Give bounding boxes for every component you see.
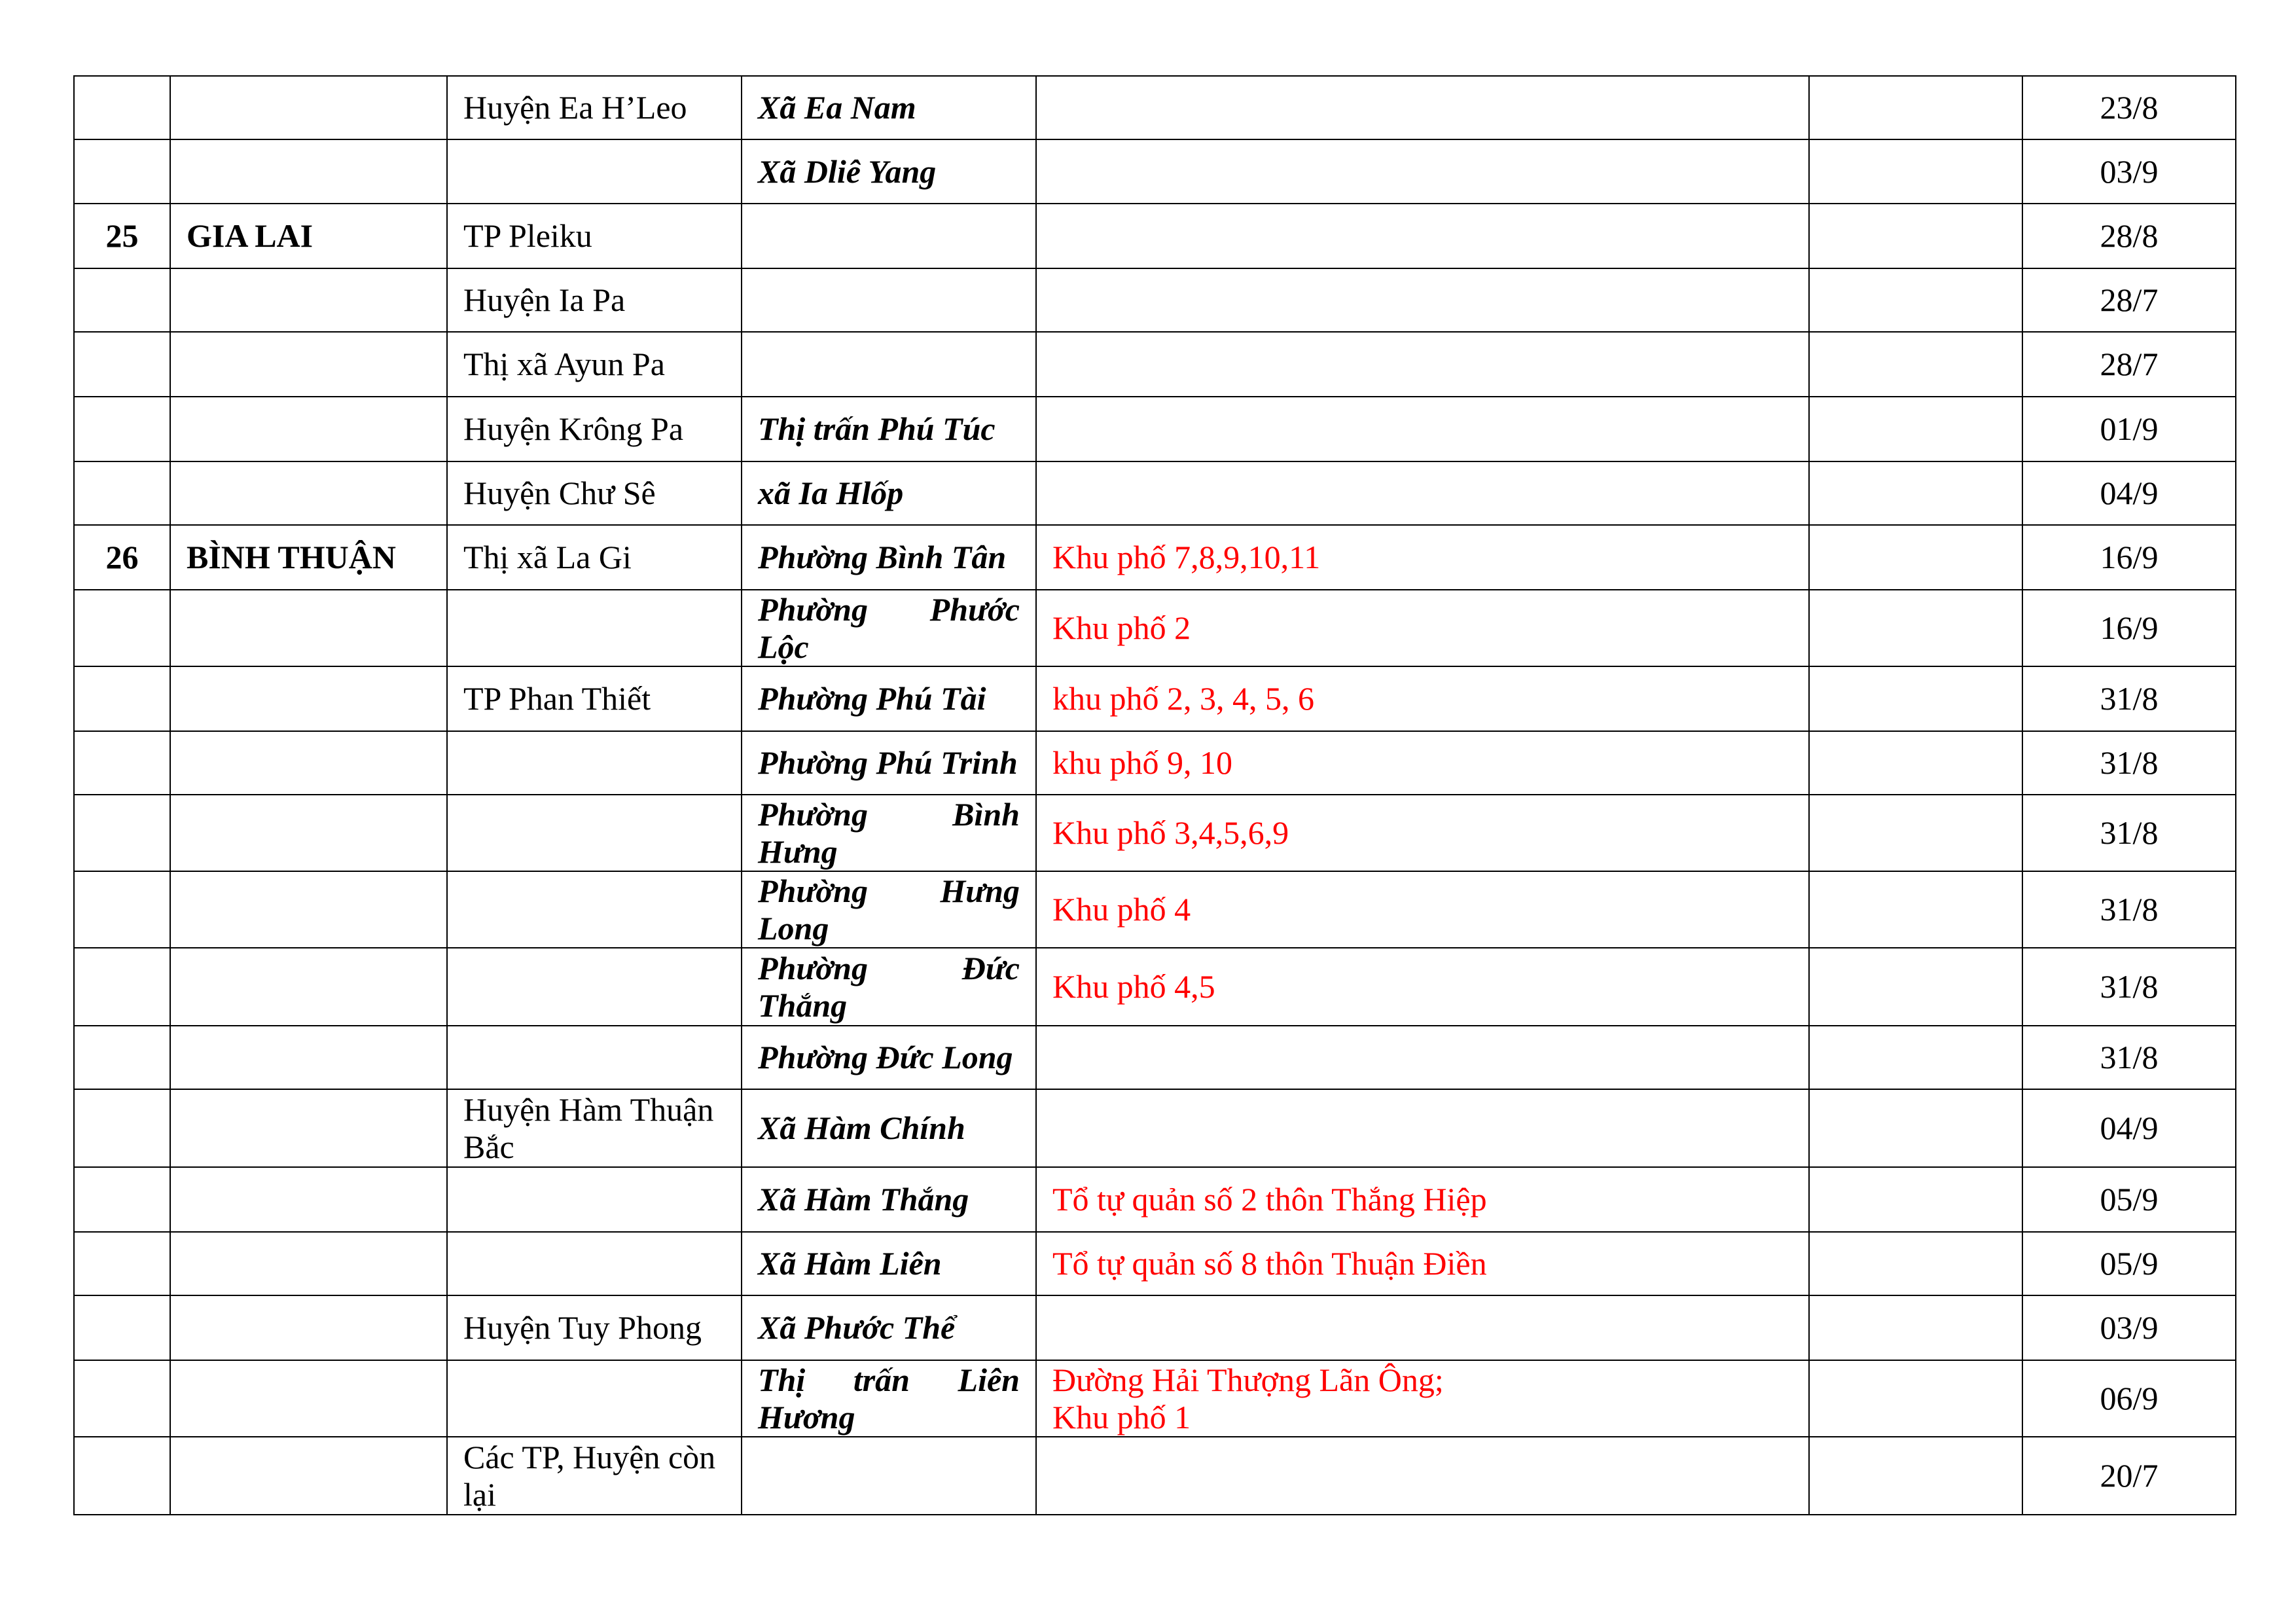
table-row bbox=[74, 1026, 2236, 1089]
table-row bbox=[74, 1437, 2236, 1515]
date-cell: 31/8 bbox=[2022, 871, 2236, 948]
area-cell bbox=[1036, 1295, 1809, 1360]
district-cell: Huyện Ea H’Leo bbox=[447, 76, 742, 139]
table-row bbox=[74, 461, 2236, 525]
row-number-cell bbox=[74, 1437, 170, 1515]
note-cell bbox=[1809, 1089, 2022, 1167]
area-cell: Khu phố 4,5 bbox=[1036, 948, 1809, 1026]
schedule-table bbox=[73, 75, 2236, 1515]
commune-cell: xã Ia Hlốp bbox=[742, 461, 1036, 525]
row-number-cell bbox=[74, 139, 170, 204]
table-row bbox=[74, 525, 2236, 590]
district-cell: Huyện Hàm Thuận Bắc bbox=[447, 1089, 742, 1167]
province-cell bbox=[170, 1295, 447, 1360]
district-cell bbox=[447, 948, 742, 1026]
table-row bbox=[74, 1360, 2236, 1437]
province-cell bbox=[170, 1167, 447, 1232]
province-cell bbox=[170, 139, 447, 204]
province-cell: GIA LAI bbox=[170, 204, 447, 268]
table-row bbox=[74, 871, 2236, 948]
row-number-cell bbox=[74, 590, 170, 666]
note-cell bbox=[1809, 525, 2022, 590]
note-cell bbox=[1809, 397, 2022, 461]
date-cell: 31/8 bbox=[2022, 731, 2236, 795]
province-cell bbox=[170, 268, 447, 332]
note-cell bbox=[1809, 1360, 2022, 1437]
commune-cell: Xã Phước Thể bbox=[742, 1295, 1036, 1360]
district-cell: Huyện Tuy Phong bbox=[447, 1295, 742, 1360]
province-cell bbox=[170, 461, 447, 525]
province-cell bbox=[170, 795, 447, 871]
row-number-cell bbox=[74, 731, 170, 795]
area-line: Khu phố 1 bbox=[1052, 1398, 1191, 1435]
date-cell: 28/7 bbox=[2022, 332, 2236, 397]
district-cell: Huyện Chư Sê bbox=[447, 461, 742, 525]
note-cell bbox=[1809, 1437, 2022, 1515]
row-number-cell bbox=[74, 397, 170, 461]
province-cell bbox=[170, 731, 447, 795]
commune-cell bbox=[742, 332, 1036, 397]
note-cell bbox=[1809, 204, 2022, 268]
note-cell bbox=[1809, 461, 2022, 525]
area-cell bbox=[1036, 1437, 1809, 1515]
date-cell: 20/7 bbox=[2022, 1437, 2236, 1515]
table-row bbox=[74, 948, 2236, 1026]
row-number-cell bbox=[74, 871, 170, 948]
province-cell bbox=[170, 332, 447, 397]
commune-cell: Thị trấn Liên Hương bbox=[742, 1360, 1036, 1437]
commune-cell: Xã Ea Nam bbox=[742, 76, 1036, 139]
commune-cell: Phường Bình Hưng bbox=[742, 795, 1036, 871]
area-line: Đường Hải Thượng Lãn Ông; bbox=[1052, 1361, 1444, 1398]
district-cell: Các TP, Huyện còn lại bbox=[447, 1437, 742, 1515]
table-row bbox=[74, 795, 2236, 871]
note-cell bbox=[1809, 76, 2022, 139]
table-row bbox=[74, 397, 2236, 461]
row-number-cell bbox=[74, 1167, 170, 1232]
note-cell bbox=[1809, 1295, 2022, 1360]
province-cell bbox=[170, 666, 447, 731]
date-cell: 31/8 bbox=[2022, 1026, 2236, 1089]
row-number-cell bbox=[74, 1232, 170, 1295]
table-row bbox=[74, 1089, 2236, 1167]
commune-cell: Xã Hàm Chính bbox=[742, 1089, 1036, 1167]
note-cell bbox=[1809, 1167, 2022, 1232]
commune-cell bbox=[742, 1437, 1036, 1515]
district-cell bbox=[447, 871, 742, 948]
area-cell bbox=[1036, 1026, 1809, 1089]
area-cell: khu phố 9, 10 bbox=[1036, 731, 1809, 795]
note-cell bbox=[1809, 1232, 2022, 1295]
row-number-cell bbox=[74, 795, 170, 871]
commune-cell bbox=[742, 204, 1036, 268]
note-cell bbox=[1809, 1026, 2022, 1089]
note-cell bbox=[1809, 795, 2022, 871]
table-row bbox=[74, 139, 2236, 204]
date-cell: 31/8 bbox=[2022, 666, 2236, 731]
area-cell bbox=[1036, 1089, 1809, 1167]
date-cell: 01/9 bbox=[2022, 397, 2236, 461]
commune-cell: Phường Đức Long bbox=[742, 1026, 1036, 1089]
row-number-cell bbox=[74, 461, 170, 525]
row-number-cell bbox=[74, 332, 170, 397]
note-cell bbox=[1809, 139, 2022, 204]
date-cell: 23/8 bbox=[2022, 76, 2236, 139]
table-row bbox=[74, 1232, 2236, 1295]
note-cell bbox=[1809, 871, 2022, 948]
province-cell bbox=[170, 76, 447, 139]
area-cell bbox=[1036, 332, 1809, 397]
note-cell bbox=[1809, 332, 2022, 397]
date-cell: 04/9 bbox=[2022, 461, 2236, 525]
area-cell bbox=[1036, 268, 1809, 332]
row-number-cell bbox=[74, 1026, 170, 1089]
table-row bbox=[74, 590, 2236, 666]
province-cell bbox=[170, 1437, 447, 1515]
province-cell bbox=[170, 397, 447, 461]
commune-cell: Phường Bình Tân bbox=[742, 525, 1036, 590]
district-cell: Thị xã La Gi bbox=[447, 525, 742, 590]
area-cell bbox=[1036, 461, 1809, 525]
commune-cell bbox=[742, 268, 1036, 332]
district-cell bbox=[447, 590, 742, 666]
table-row bbox=[74, 666, 2236, 731]
district-cell bbox=[447, 1360, 742, 1437]
province-cell bbox=[170, 1232, 447, 1295]
date-cell: 16/9 bbox=[2022, 590, 2236, 666]
province-cell bbox=[170, 948, 447, 1026]
province-cell bbox=[170, 871, 447, 948]
commune-cell: Phường Phước Lộc bbox=[742, 590, 1036, 666]
commune-cell: Xã Hàm Liên bbox=[742, 1232, 1036, 1295]
commune-cell: Xã Dliê Yang bbox=[742, 139, 1036, 204]
row-number-cell: 25 bbox=[74, 204, 170, 268]
district-cell: TP Phan Thiết bbox=[447, 666, 742, 731]
district-cell bbox=[447, 1167, 742, 1232]
area-cell bbox=[1036, 397, 1809, 461]
province-cell bbox=[170, 1026, 447, 1089]
district-cell: Huyện Krông Pa bbox=[447, 397, 742, 461]
commune-cell: Phường Đức Thắng bbox=[742, 948, 1036, 1026]
table-row bbox=[74, 1295, 2236, 1360]
date-cell: 04/9 bbox=[2022, 1089, 2236, 1167]
province-cell: BÌNH THUẬN bbox=[170, 525, 447, 590]
row-number-cell: 26 bbox=[74, 525, 170, 590]
note-cell bbox=[1809, 948, 2022, 1026]
district-cell bbox=[447, 731, 742, 795]
date-cell: 31/8 bbox=[2022, 948, 2236, 1026]
area-cell: Khu phố 4 bbox=[1036, 871, 1809, 948]
area-cell: Khu phố 2 bbox=[1036, 590, 1809, 666]
area-cell: Tổ tự quản số 8 thôn Thuận Điền bbox=[1036, 1232, 1809, 1295]
province-cell bbox=[170, 1360, 447, 1437]
area-cell: khu phố 2, 3, 4, 5, 6 bbox=[1036, 666, 1809, 731]
note-cell bbox=[1809, 268, 2022, 332]
commune-cell: Phường Phú Tài bbox=[742, 666, 1036, 731]
commune-cell: Phường Phú Trinh bbox=[742, 731, 1036, 795]
note-cell bbox=[1809, 590, 2022, 666]
note-cell bbox=[1809, 731, 2022, 795]
row-number-cell bbox=[74, 666, 170, 731]
area-cell bbox=[1036, 1360, 1809, 1437]
commune-cell: Thị trấn Phú Túc bbox=[742, 397, 1036, 461]
row-number-cell bbox=[74, 76, 170, 139]
date-cell: 31/8 bbox=[2022, 795, 2236, 871]
row-number-cell bbox=[74, 268, 170, 332]
area-cell bbox=[1036, 204, 1809, 268]
date-cell: 05/9 bbox=[2022, 1167, 2236, 1232]
province-cell bbox=[170, 1089, 447, 1167]
district-cell: Huyện Ia Pa bbox=[447, 268, 742, 332]
commune-cell: Xã Hàm Thắng bbox=[742, 1167, 1036, 1232]
table-row bbox=[74, 204, 2236, 268]
district-cell bbox=[447, 1232, 742, 1295]
table-row bbox=[74, 332, 2236, 397]
district-cell: Thị xã Ayun Pa bbox=[447, 332, 742, 397]
date-cell: 03/9 bbox=[2022, 139, 2236, 204]
table-row bbox=[74, 1167, 2236, 1232]
row-number-cell bbox=[74, 1360, 170, 1437]
note-cell bbox=[1809, 666, 2022, 731]
province-cell bbox=[170, 590, 447, 666]
area-cell bbox=[1036, 139, 1809, 204]
date-cell: 06/9 bbox=[2022, 1360, 2236, 1437]
table-row bbox=[74, 268, 2236, 332]
date-cell: 28/8 bbox=[2022, 204, 2236, 268]
district-cell bbox=[447, 139, 742, 204]
row-number-cell bbox=[74, 1295, 170, 1360]
district-cell bbox=[447, 1026, 742, 1089]
district-cell: TP Pleiku bbox=[447, 204, 742, 268]
row-number-cell bbox=[74, 948, 170, 1026]
area-cell: Khu phố 3,4,5,6,9 bbox=[1036, 795, 1809, 871]
area-cell: Tổ tự quản số 2 thôn Thắng Hiệp bbox=[1036, 1167, 1809, 1232]
area-cell: Khu phố 7,8,9,10,11 bbox=[1036, 525, 1809, 590]
row-number-cell bbox=[74, 1089, 170, 1167]
area-cell bbox=[1036, 76, 1809, 139]
table-row bbox=[74, 731, 2236, 795]
date-cell: 28/7 bbox=[2022, 268, 2236, 332]
date-cell: 03/9 bbox=[2022, 1295, 2236, 1360]
date-cell: 05/9 bbox=[2022, 1232, 2236, 1295]
district-cell bbox=[447, 795, 742, 871]
table-row bbox=[74, 76, 2236, 139]
commune-cell: Phường Hưng Long bbox=[742, 871, 1036, 948]
date-cell: 16/9 bbox=[2022, 525, 2236, 590]
